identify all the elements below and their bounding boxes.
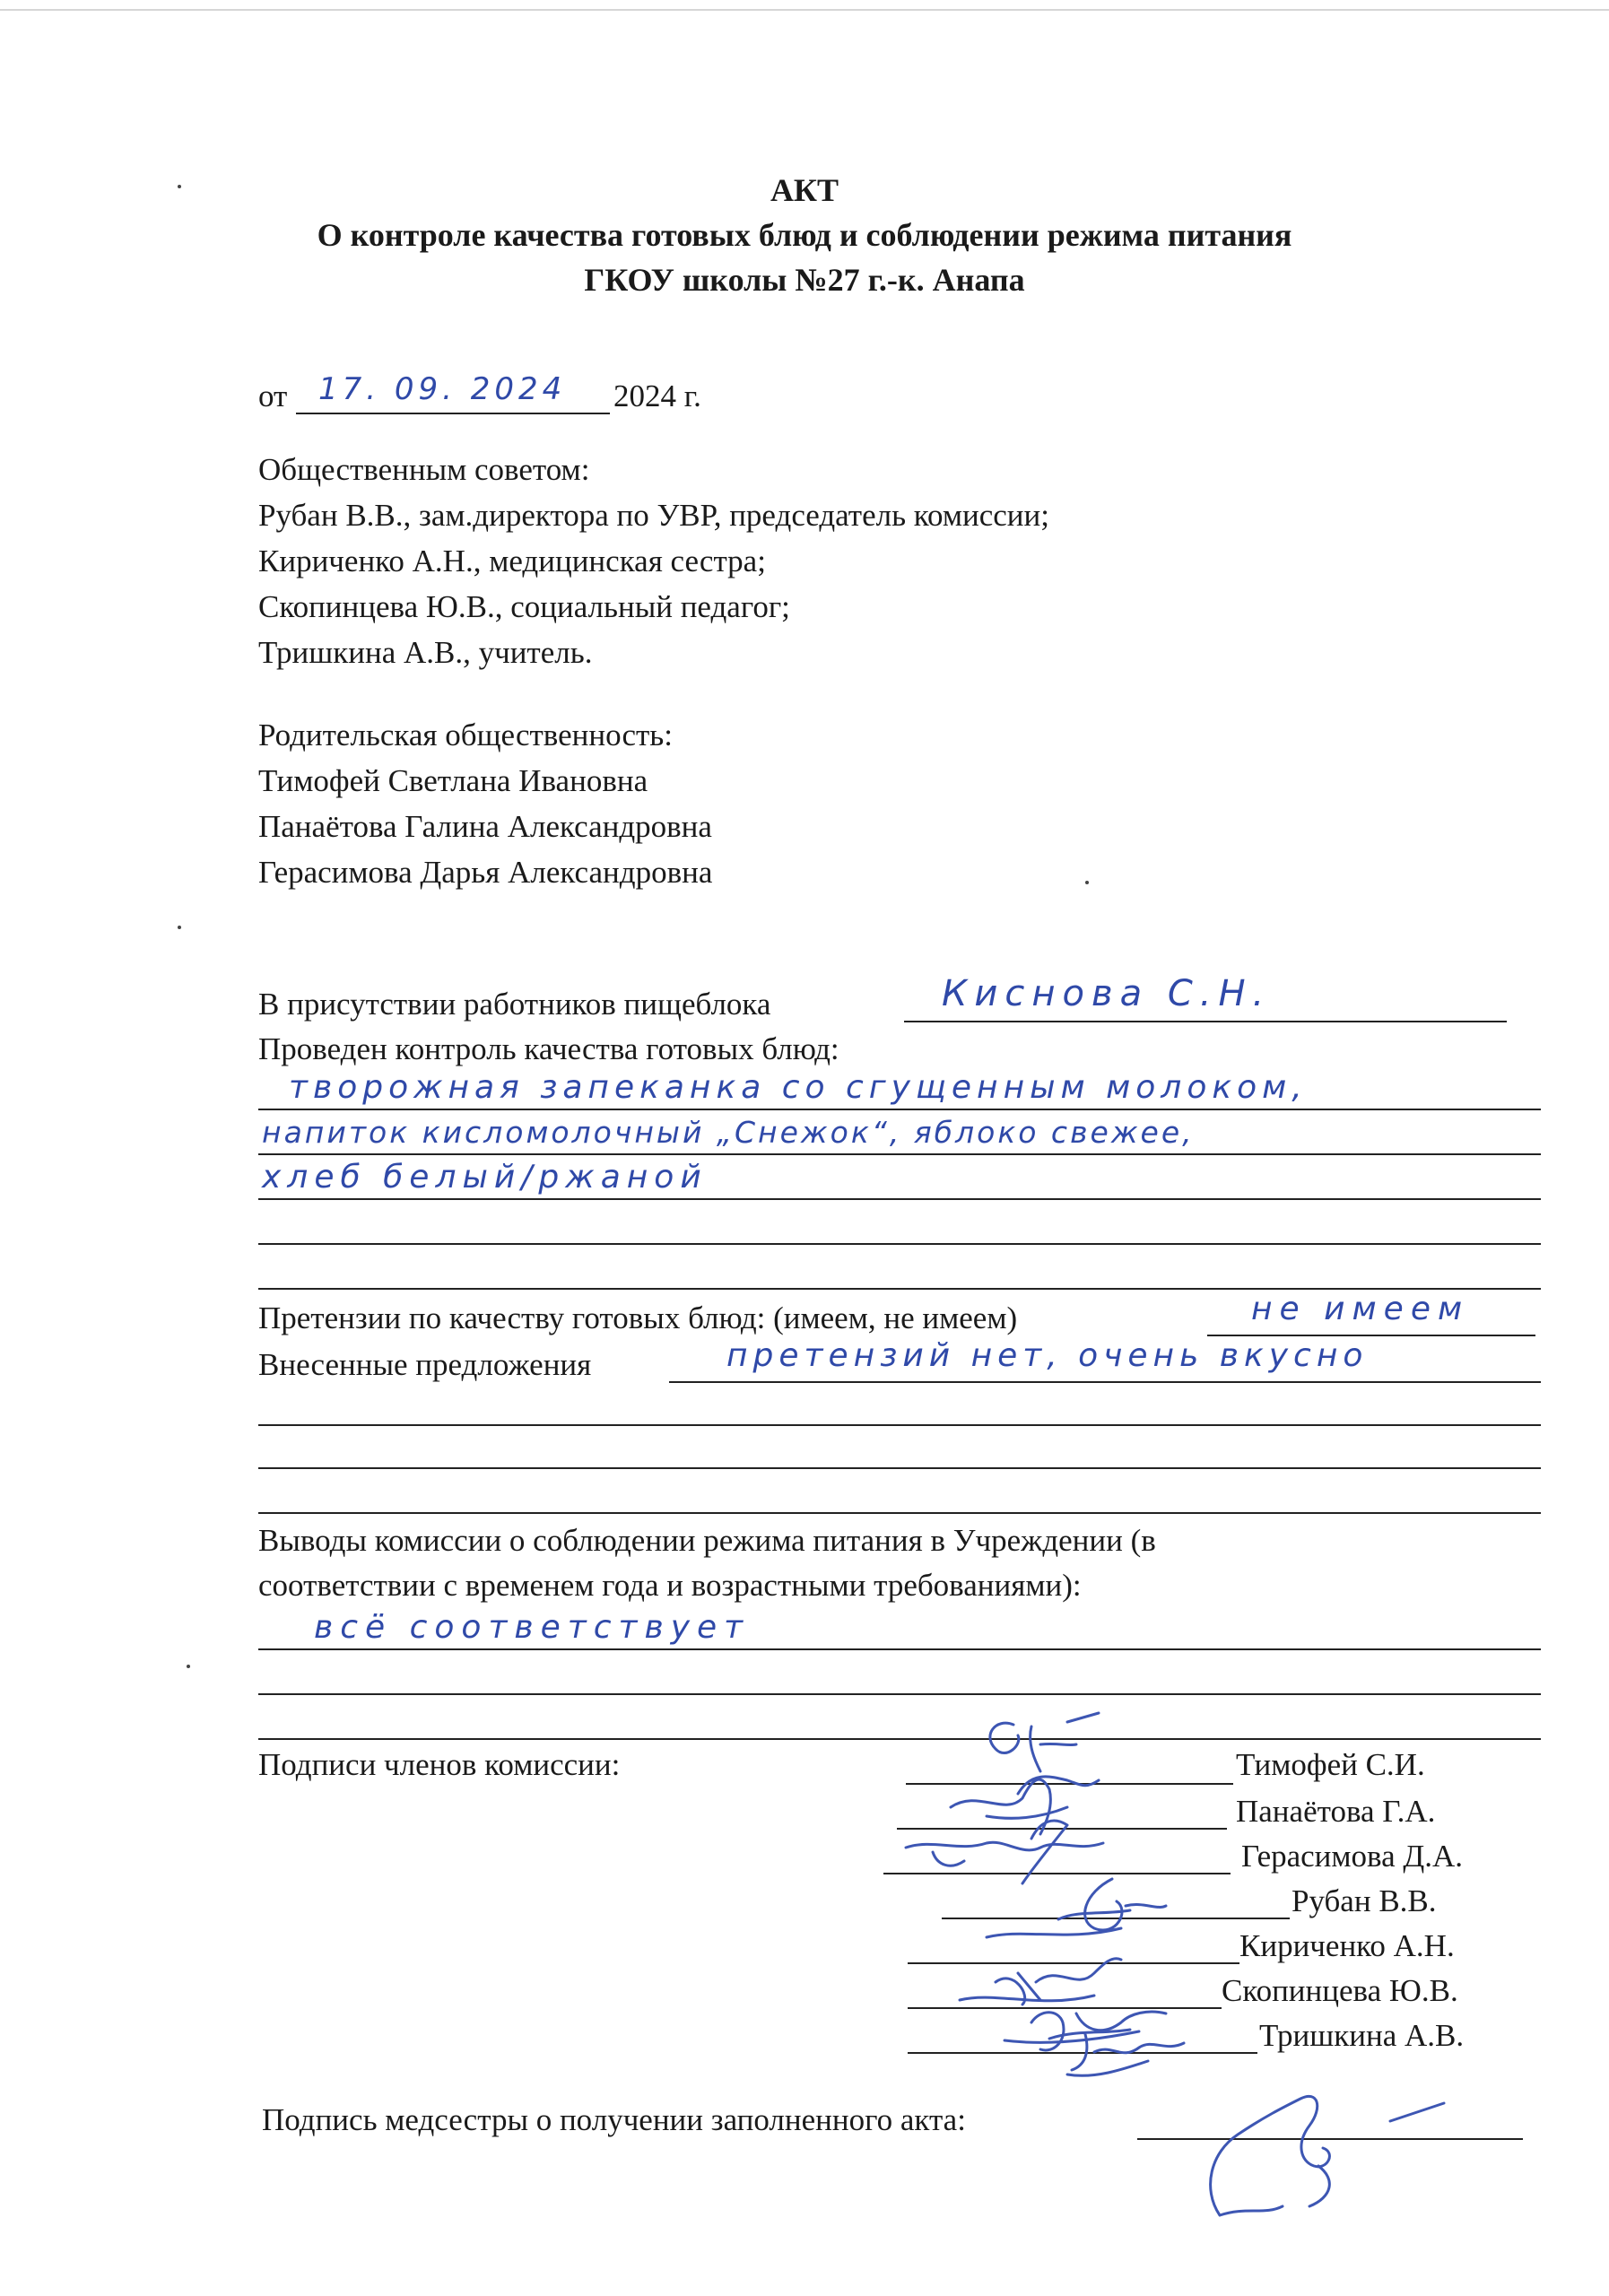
conclusions-line xyxy=(258,1693,1541,1695)
parent-member: Панаётова Галина Александровна xyxy=(258,809,712,844)
signature-trishkina xyxy=(978,2016,1247,2088)
proposals-underline xyxy=(669,1381,1541,1383)
council-member: Тришкина А.В., учитель. xyxy=(258,635,593,670)
conclusions-line xyxy=(258,1738,1541,1740)
control-line xyxy=(258,1109,1541,1110)
control-handwritten: хлеб белый/ржаной xyxy=(262,1159,708,1196)
kitchen-label: В присутствии работников пищеблока xyxy=(258,987,771,1022)
parents-heading: Родительская общественность: xyxy=(258,718,673,752)
signer-name: Герасимова Д.А. xyxy=(1241,1839,1464,1874)
conclusions-label: Выводы комиссии о соблюдении режима питания в Учреждении (в xyxy=(258,1523,1156,1558)
control-line xyxy=(258,1153,1541,1155)
kitchen-handwritten: Киснова С.Н. xyxy=(942,973,1272,1014)
conclusions-handwritten: всё соответствует xyxy=(314,1609,751,1646)
date-prefix: от xyxy=(258,378,288,413)
proposals-line xyxy=(258,1467,1541,1469)
council-heading: Общественным советом: xyxy=(258,452,590,487)
date-handwritten: 17. 09. 2024 xyxy=(318,371,567,407)
claims-handwritten: не имеем xyxy=(1251,1291,1470,1327)
conclusions-label: соответствии с временем года и возрастными требованиями): xyxy=(258,1568,1082,1603)
scan-speck xyxy=(187,1665,190,1668)
signer-name: Скопинцева Ю.В. xyxy=(1222,1973,1458,2008)
control-line xyxy=(258,1198,1541,1200)
proposals-line xyxy=(258,1424,1541,1426)
claims-underline xyxy=(1207,1335,1535,1336)
doc-title: АКТ xyxy=(770,172,839,208)
control-handwritten: напиток кисломолочный „Снежок“, яблоко свежее, xyxy=(262,1115,1195,1150)
council-member: Скопинцева Ю.В., социальный педагог; xyxy=(258,589,790,624)
parent-member: Тимофей Светлана Ивановна xyxy=(258,763,648,798)
control-handwritten: творожная запеканка со сгущенным молоком, xyxy=(289,1069,1308,1106)
control-line xyxy=(258,1243,1541,1245)
doc-school: ГКОУ школы №27 г.-к. Анапа xyxy=(584,262,1025,298)
proposals-line xyxy=(258,1512,1541,1514)
control-label: Проведен контроль качества готовых блюд: xyxy=(258,1031,839,1066)
signer-name: Панаётова Г.А. xyxy=(1236,1794,1436,1829)
signatures-label: Подписи членов комиссии: xyxy=(258,1747,621,1782)
signer-name: Тимофей С.И. xyxy=(1236,1747,1425,1782)
proposals-label: Внесенные предложения xyxy=(258,1347,592,1382)
council-member: Кириченко А.Н., медицинская сестра; xyxy=(258,544,766,578)
signer-name: Кириченко А.Н. xyxy=(1239,1928,1455,1963)
scan-top-edge xyxy=(0,9,1609,11)
signer-name: Тришкина А.В. xyxy=(1259,2018,1465,2053)
signature-nurse xyxy=(1166,2081,1507,2224)
doc-subtitle: О контроле качества готовых блюд и соблюдении режима питания xyxy=(317,217,1292,253)
signer-name: Рубан В.В. xyxy=(1292,1883,1437,1918)
conclusions-line xyxy=(258,1648,1541,1650)
scan-speck xyxy=(178,926,181,929)
date-suffix: 2024 г. xyxy=(613,378,701,413)
proposals-handwritten: претензий нет, очень вкусно xyxy=(726,1337,1369,1374)
kitchen-underline xyxy=(904,1021,1507,1022)
parent-member: Герасимова Дарья Александровна xyxy=(258,855,713,890)
date-underline xyxy=(296,413,610,414)
scan-speck xyxy=(1085,881,1089,884)
council-member: Рубан В.В., зам.директора по УВР, председатель комиссии; xyxy=(258,498,1049,533)
nurse-label: Подпись медсестры о получении заполненного акта: xyxy=(262,2102,966,2137)
claims-label: Претензии по качеству готовых блюд: (имеем, не имеем) xyxy=(258,1300,1018,1335)
control-line xyxy=(258,1288,1541,1290)
